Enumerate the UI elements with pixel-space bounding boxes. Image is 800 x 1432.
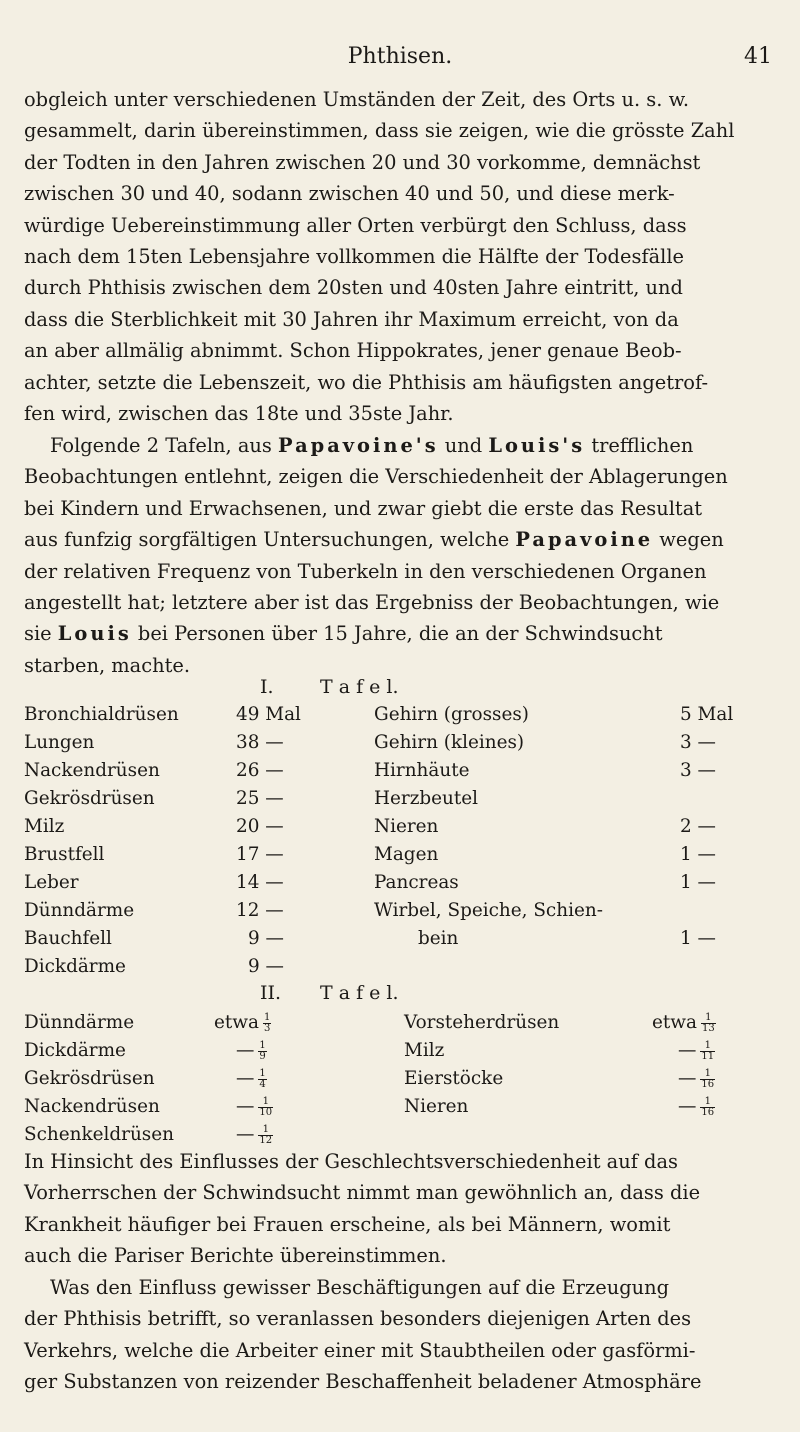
table-1-organ: Lungen — [24, 732, 95, 753]
table-2-organ: Eierstöcke — [404, 1068, 504, 1089]
table-1-count: 3 — — [680, 732, 716, 753]
table-1-count: 9 — — [248, 956, 284, 977]
table-1-organ: Pancreas — [374, 872, 459, 893]
table-2-organ: Milz — [404, 1040, 445, 1061]
table-2-organ: Dünndärme — [24, 1012, 135, 1033]
table-1-organ: Dünndärme — [24, 900, 135, 921]
table-1-organ: Herzbeutel — [374, 788, 479, 809]
table-1-organ: Milz — [24, 816, 65, 837]
table-1-organ: Gekrösdrüsen — [24, 788, 155, 809]
text-line: durch Phthisis zwischen dem 20sten und 40sten Jahre eintritt, und — [24, 276, 683, 300]
text-line: zwischen 30 und 40, sodann zwischen 40 und 50, und diese merk- — [24, 182, 675, 206]
table-2-value: — $\frac{1}{10}$ — [236, 1095, 273, 1118]
table-2-value: — $\frac{1}{16}$ — [678, 1095, 715, 1118]
table-1-organ: Gehirn (grosses) — [374, 704, 529, 725]
table-2-organ: Nieren — [404, 1096, 469, 1117]
table-2-value: — $\frac{1}{11}$ — [678, 1039, 715, 1062]
fraction: $\frac{1}{9}$ — [259, 1039, 266, 1062]
text-line: Beobachtungen entlehnt, zeigen die Verschiedenheit der Ablagerungen — [24, 465, 728, 489]
text-line: obgleich unter verschiedenen Umständen der Zeit, des Orts u. s. w. — [24, 88, 690, 111]
table-1-title: T a f e l. — [320, 676, 399, 698]
text-line: der relativen Frequenz von Tuberkeln in den verschiedenen Organen — [24, 559, 707, 583]
table-1-count: 26 — — [236, 760, 284, 781]
table-2-value: — $\frac{1}{9}$ — [236, 1039, 266, 1062]
text-line: sie Louis bei Personen über 15 Jahre, die an der Schwindsucht — [24, 622, 663, 646]
text-line: Folgende 2 Tafeln, aus Papavoine's und Louis's trefflichen — [50, 434, 694, 457]
table-2-value: — $\frac{1}{16}$ — [678, 1067, 715, 1090]
fraction: $\frac{1}{3}$ — [263, 1011, 271, 1034]
text-line: der Todten in den Jahren zwischen 20 und 30 vorkomme, demnächst — [24, 150, 701, 174]
table-1-organ: Gehirn (kleines) — [374, 732, 525, 753]
fraction: $\frac{1}{12}$ — [259, 1123, 273, 1146]
table-2-value: — $\frac{1}{12}$ — [236, 1123, 273, 1146]
table-1-organ: Bauchfell — [24, 928, 112, 949]
paragraph-4 — [24, 1272, 776, 1398]
table-1-organ: Hirnhäute — [374, 760, 470, 781]
table-1-organ: Dickdärme — [24, 956, 126, 977]
table-2-organ: Vorsteherdrüsen — [404, 1012, 560, 1033]
table-2-value: etwa $\frac{1}{13}$ — [652, 1011, 715, 1034]
table-1-count: 2 — — [680, 816, 716, 837]
text-line: würdige Uebereinstimmung aller Orten verbürgt den Schluss, dass — [24, 213, 687, 237]
table-1-organ: Magen — [374, 844, 439, 865]
table-2-organ: Dickdärme — [24, 1040, 126, 1061]
table-1-count: 25 — — [236, 788, 284, 809]
text-line: fen wird, zwischen das 18te und 35ste Jahr. — [24, 402, 454, 426]
author-name: Louis — [57, 622, 132, 646]
fraction: $\frac{1}{16}$ — [701, 1095, 715, 1118]
fraction: $\frac{1}{11}$ — [701, 1039, 715, 1062]
fraction: $\frac{1}{16}$ — [701, 1067, 715, 1090]
table-1-organ: Leber — [24, 872, 79, 893]
table-2-organ: Gekrösdrüsen — [24, 1068, 155, 1089]
text-line: nach dem 15ten Lebensjahre vollkommen die Hälfte der Todesfälle — [24, 245, 685, 269]
table-1-count: 20 — — [236, 816, 284, 837]
table-1-count: 17 — — [236, 844, 284, 865]
table-2-numeral: II. — [260, 982, 282, 1004]
text-line: starben, machte. — [24, 653, 191, 677]
table-1-count: 5 Mal — [680, 704, 734, 725]
text-line: der Phthisis betrifft, so veranlassen besonders diejenigen Arten des — [24, 1307, 692, 1331]
text-line: In Hinsicht des Einflusses der Geschlechtsverschiedenheit auf das — [24, 1150, 678, 1173]
running-title: Phthisen. — [347, 44, 453, 69]
table-1-count: 14 — — [236, 872, 284, 893]
table-1-count: 3 — — [680, 760, 716, 781]
paragraph-2 — [24, 430, 776, 681]
text-line: Vorherrschen der Schwindsucht nimmt man gewöhnlich an, dass die — [24, 1181, 701, 1205]
page-number: 41 — [744, 44, 772, 69]
table-1-count: 1 — — [680, 844, 716, 865]
table-1-organ: Nieren — [374, 816, 439, 837]
author-name: Papavoine — [515, 528, 654, 552]
author-name: Louis's — [488, 434, 586, 457]
text-line: angestellt hat; letztere aber ist das Ergebniss der Beobachtungen, wie — [24, 591, 720, 615]
table-1-count: 9 — — [248, 928, 284, 949]
table-1-count: 49 Mal — [236, 704, 301, 725]
table-2-value: — $\frac{1}{4}$ — [236, 1067, 266, 1090]
fraction: $\frac{1}{10}$ — [259, 1095, 273, 1118]
text-line: bei Kindern und Erwachsenen, und zwar giebt die erste das Resultat — [24, 496, 703, 520]
table-1-organ: Brustfell — [24, 844, 105, 865]
author-name: Papavoine's — [278, 434, 439, 457]
table-1-organ: Wirbel, Speiche, Schien- — [374, 900, 603, 921]
table-1-organ: bein — [418, 928, 459, 949]
paragraph-1 — [24, 84, 776, 429]
table-2-title: T a f e l. — [320, 982, 399, 1004]
text-line: Verkehrs, welche die Arbeiter einer mit Staubtheilen oder gasförmi- — [24, 1338, 696, 1362]
table-2-value: etwa $\frac{1}{3}$ — [214, 1011, 271, 1034]
paragraph-3 — [24, 1146, 776, 1272]
text-line: gesammelt, darin übereinstimmen, dass sie zeigen, wie die grösste Zahl — [24, 119, 735, 143]
text-line: an aber allmälig abnimmt. Schon Hippokrates, jener genaue Beob- — [24, 339, 682, 363]
text-line: aus funfzig sorgfältigen Untersuchungen, welche Papavoine wegen — [24, 528, 724, 552]
table-1-organ: Bronchialdrüsen — [24, 704, 179, 725]
running-header — [28, 44, 772, 74]
text-line: Krankheit häufiger bei Frauen erscheine, als bei Männern, womit — [24, 1212, 671, 1236]
table-1-organ: Nackendrüsen — [24, 760, 160, 781]
table-2-organ: Schenkeldrüsen — [24, 1124, 174, 1145]
fraction: $\frac{1}{13}$ — [701, 1011, 715, 1034]
table-1-count: 12 — — [236, 900, 284, 921]
table-2-organ: Nackendrüsen — [24, 1096, 160, 1117]
text-line: auch die Pariser Berichte übereinstimmen. — [24, 1244, 447, 1268]
table-1-count: 1 — — [680, 872, 716, 893]
text-line: dass die Sterblichkeit mit 30 Jahren ihr Maximum erreicht, von da — [24, 307, 679, 331]
table-1-count: 38 — — [236, 732, 284, 753]
text-line: Was den Einfluss gewisser Beschäftigungen auf die Erzeugung — [50, 1276, 670, 1299]
text-line: achter, setzte die Lebenszeit, wo die Phthisis am häufigsten angetrof- — [24, 370, 709, 394]
fraction: $\frac{1}{4}$ — [259, 1067, 266, 1090]
text-line: ger Substanzen von reizender Beschaffenheit beladener Atmosphäre — [24, 1370, 702, 1394]
table-1-numeral: I. — [260, 676, 274, 698]
table-1-count: 1 — — [680, 928, 716, 949]
